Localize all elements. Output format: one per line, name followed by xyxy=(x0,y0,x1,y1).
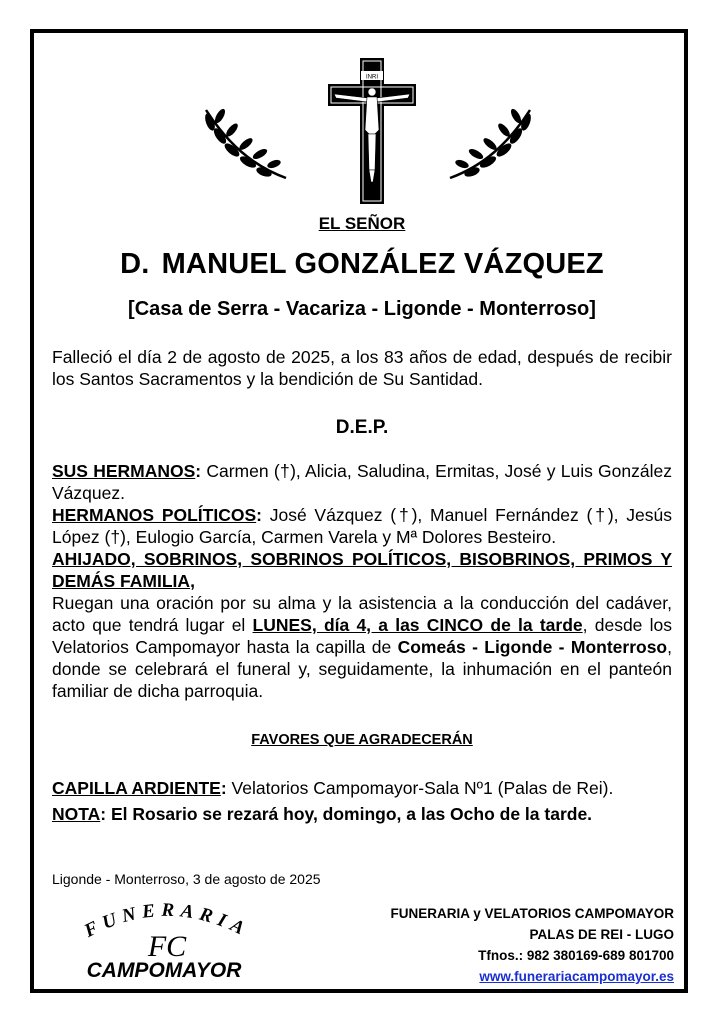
death-announcement: Falleció el día 2 de agosto de 2025, a los 83 años de edad, después de recibir los Santos Sacramentos y la bendición de Su Santidad. xyxy=(52,347,672,389)
other-family-label: AHIJADO, SOBRINOS, SOBRINOS POLÍTICOS, BISOBRINOS, PRIMOS Y DEMÁS FAMILIA xyxy=(52,549,672,591)
name-text: MANUEL GONZÁLEZ VÁZQUEZ xyxy=(161,248,604,280)
request-part3: , donde se celebrará el funeral y, seguidamente, la inhumación en el panteón familiar de dicha parroquia. xyxy=(52,637,672,701)
funeral-datetime: LUNES, día 4, a las CINCO de la tarde xyxy=(252,615,583,635)
capilla-nota-block: CAPILLA ARDIENTE: Velatorios Campomayor-Sala Nº1 (Palas de Rei). NOTA: El Rosario se rezará hoy, domingo, a las Ocho de la tarde. xyxy=(52,778,614,824)
funeral-home-info xyxy=(390,903,674,987)
funeraria-logo xyxy=(52,900,282,980)
favores-heading: FAVORES QUE AGRADECERÁN xyxy=(251,732,473,748)
company-phones: Tfnos.: 982 380169-689 801700 xyxy=(478,948,674,963)
family-block: SUS HERMANOS: Carmen (†), Alicia, Saludina, Ermitas, José y Luis González Vázquez. HERMANOS POLÍTICOS: José Vázquez (†), Manuel Fernández (†), Jesús López (†), Eulogio García, Carmen Varela y Mª Dolores Besteiro. AHIJADO, SOBRINOS, SOBRINOS POLÍTICOS, BISOBRINOS, PRIMOS Y DEMÁS FAMILIA, Ruegan una oración por su alma y la asistencia a la conducción del cadáver, acto que tendrá lugar el LUNES, día 4, a las CINCO de la tarde, desde los Velatorios Campomayor hasta la capilla de Comeás - Ligonde - Monterroso, donde se celebrará el funeral y, seguidamente, la inhumación en el panteón familiar de dicha parroquia. xyxy=(52,461,672,701)
crucifix-icon xyxy=(328,58,416,204)
honorific-heading: EL SEÑOR xyxy=(318,214,406,233)
request-part2: , desde los Velatorios Campomayor hasta la capilla de xyxy=(52,615,672,657)
nota-label: NOTA xyxy=(52,804,101,824)
dep-heading: D.E.P. xyxy=(335,417,389,438)
logo-monogram: FC xyxy=(147,930,187,963)
inlaws-text: José Vázquez (†), Manuel Fernández (†), Jesús López (†), Eulogio García, Carmen Varela y Mª Dolores Besteiro. xyxy=(52,505,672,547)
nota-text: El Rosario se rezará hoy, domingo, a las Ocho de la tarde. xyxy=(106,804,593,824)
deceased-name xyxy=(0,248,724,281)
laurel-branch-left-icon xyxy=(198,104,290,184)
chapel-name: Comeás - Ligonde - Monterroso xyxy=(397,637,668,657)
company-city: PALAS DE REI - LUGO xyxy=(529,927,674,942)
laurel-branch-right-icon xyxy=(446,104,538,184)
siblings-text: Carmen (†), Alicia, Saludina, Ermitas, José y Luis González Vázquez. xyxy=(52,461,672,503)
name-prefix: D. xyxy=(120,248,150,280)
logo-bottom-text: CAMPOMAYOR xyxy=(86,959,242,980)
place-date: Ligonde - Monterroso, 3 de agosto de 2025 xyxy=(52,871,321,887)
capilla-label: CAPILLA ARDIENTE xyxy=(52,778,221,798)
company-name: FUNERARIA y VELATORIOS CAMPOMAYOR xyxy=(390,906,674,921)
logo-top-text: FUNERARIA xyxy=(81,900,253,942)
cross-inri-label: INRI xyxy=(366,74,378,81)
company-website-link[interactable]: www.funerariacampomayor.es xyxy=(479,969,674,984)
deceased-location: [Casa de Serra - Vacariza - Ligonde - Monterroso] xyxy=(128,298,596,320)
capilla-text: Velatorios Campomayor-Sala Nº1 (Palas de Rei). xyxy=(226,778,614,798)
siblings-label: SUS HERMANOS xyxy=(52,461,196,481)
request-part1: Ruegan una oración por su alma y la asistencia a la conducción del cadáver, acto que tendrá lugar el xyxy=(52,593,672,635)
inlaws-label: HERMANOS POLÍTICOS xyxy=(52,505,257,525)
